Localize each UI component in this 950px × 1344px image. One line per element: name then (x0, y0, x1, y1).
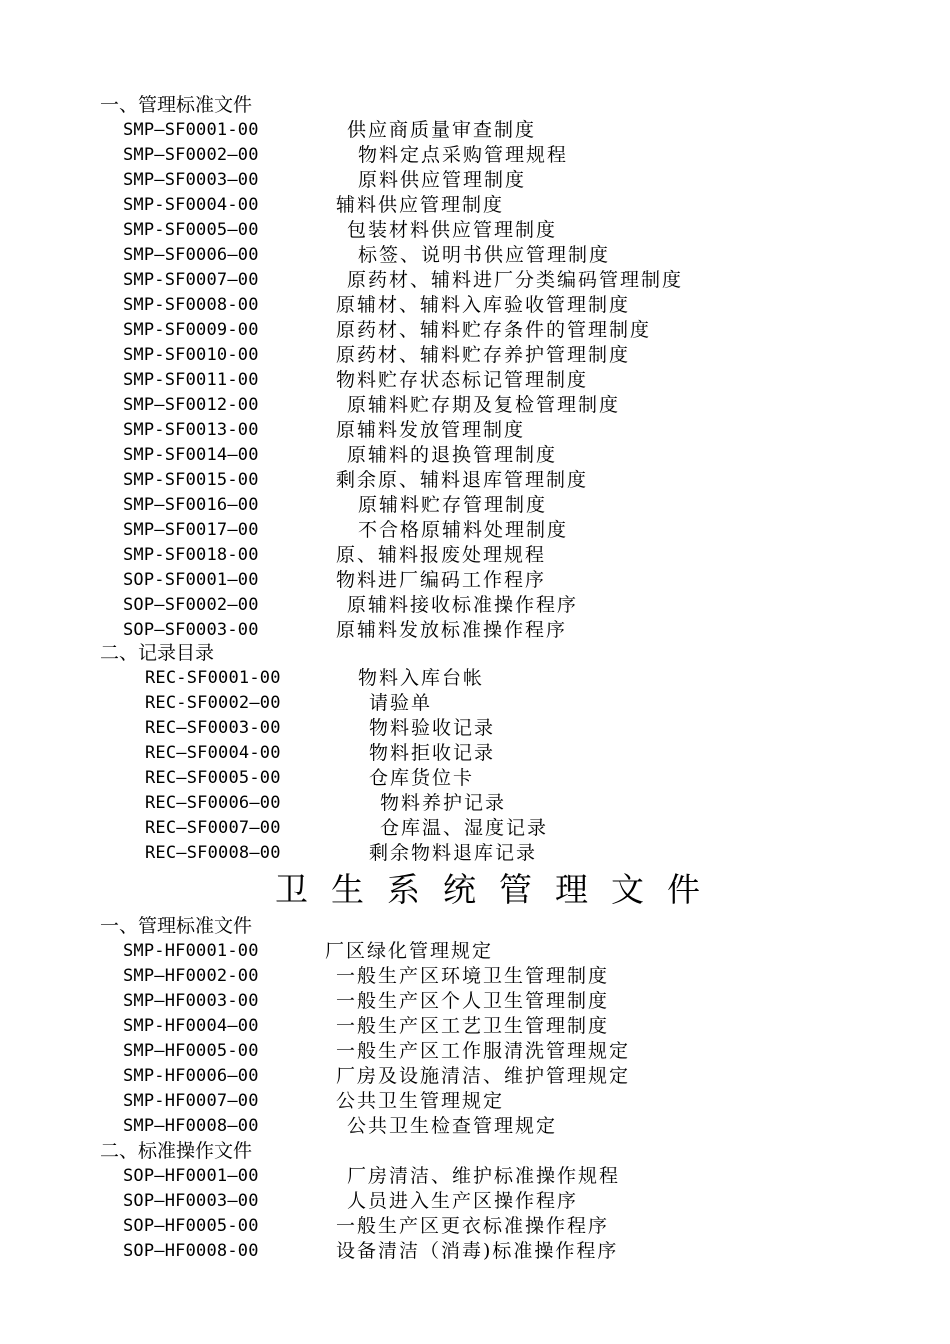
document-title: 物料拒收记录 (369, 742, 496, 764)
document-title: 厂区绿化管理规定 (325, 940, 494, 962)
document-code: SMP—HF0008—00 (123, 1116, 259, 1136)
document-title: 人员进入生产区操作程序 (347, 1190, 579, 1212)
document-title: 原辅料发放标准操作程序 (336, 619, 568, 641)
document-code: SMP-HF0006—00 (123, 1066, 259, 1086)
sf-standard-row (0, 418, 950, 443)
document-title: 厂房及设施清洁、维护管理规定 (336, 1065, 631, 1087)
document-title: 原辅料贮存管理制度 (358, 494, 548, 516)
document-code: REC—SF0006—00 (145, 793, 281, 813)
document-title: 辅料供应管理制度 (336, 194, 505, 216)
document-code: SOP—SF0003-00 (123, 620, 259, 640)
document-title: 物料定点采购管理规程 (358, 144, 569, 166)
document-code: SMP-SF0015-00 (123, 470, 259, 490)
document-code: SMP-SF0004-00 (123, 195, 259, 215)
document-title: 标签、说明书供应管理制度 (358, 244, 611, 266)
section-heading-sf-records: 二、记录目录 (100, 642, 215, 664)
document-code: SMP-SF0018-00 (123, 545, 259, 565)
document-title: 仓库货位卡 (369, 767, 475, 789)
sf-record-row (0, 816, 950, 841)
sf-standard-row (0, 618, 950, 643)
sf-standard-row (0, 568, 950, 593)
hf-op-row (0, 1189, 950, 1214)
document-code: SMP-SF0011-00 (123, 370, 259, 390)
document-title: 一般生产区更衣标准操作程序 (336, 1215, 610, 1237)
sf-record-row (0, 766, 950, 791)
document-code: SOP—SF0002—00 (123, 595, 259, 615)
document-title: 原辅料贮存期及复检管理制度 (347, 394, 621, 416)
document-code: SMP-HF0004—00 (123, 1016, 259, 1036)
hf-standard-row (0, 964, 950, 989)
document-code: SMP—SF0016—00 (123, 495, 259, 515)
document-code: SMP-HF0001-00 (123, 941, 259, 961)
document-code: SMP—SF0003—00 (123, 170, 259, 190)
document-code: SMP—SF0012-00 (123, 395, 259, 415)
document-title: 物料入库台帐 (358, 667, 485, 689)
document-code: SMP—HF0005-00 (123, 1041, 259, 1061)
document-title: 一般生产区工作服清洗管理规定 (336, 1040, 631, 1062)
document-code: SMP-SF0008-00 (123, 295, 259, 315)
document-title: 一般生产区环境卫生管理制度 (336, 965, 610, 987)
sf-standard-row (0, 293, 950, 318)
document-code: SMP—HF0002-00 (123, 966, 259, 986)
document-code: SMP-HF0007—00 (123, 1091, 259, 1111)
sf-record-row (0, 666, 950, 691)
document-code: SMP-SF0005—00 (123, 220, 259, 240)
section-heading-sf-standards: 一、管理标准文件 (100, 94, 253, 116)
hf-standard-row (0, 989, 950, 1014)
hf-standard-row (0, 1089, 950, 1114)
document-title: 原辅料发放管理制度 (336, 419, 526, 441)
document-title: 不合格原辅料处理制度 (358, 519, 569, 541)
document-title: 物料贮存状态标记管理制度 (336, 369, 589, 391)
sf-standard-row (0, 243, 950, 268)
document-title: 请验单 (369, 692, 433, 714)
document-code: SMP—SF0002—00 (123, 145, 259, 165)
document-code: REC—SF0004-00 (145, 743, 281, 763)
document-title: 原药材、辅料贮存条件的管理制度 (336, 319, 652, 341)
document-code: SOP—HF0001—00 (123, 1166, 259, 1186)
sf-standard-row (0, 368, 950, 393)
document-title: 物料养护记录 (380, 792, 507, 814)
sf-standard-row (0, 593, 950, 618)
document-title: 供应商质量审查制度 (347, 119, 537, 141)
document-title: 仓库温、湿度记录 (380, 817, 549, 839)
section-heading-hf-ops: 二、标准操作文件 (100, 1140, 253, 1162)
sf-standard-row (0, 493, 950, 518)
document-code: REC—SF0008—00 (145, 843, 281, 863)
sf-standard-row (0, 443, 950, 468)
sf-standard-row (0, 168, 950, 193)
document-code: SMP-SF0010-00 (123, 345, 259, 365)
hf-standard-row (0, 1064, 950, 1089)
document-code: REC-SF0001-00 (145, 668, 281, 688)
hf-standard-row (0, 1114, 950, 1139)
document-code: SOP—HF0005-00 (123, 1216, 259, 1236)
document-code: SMP—SF0001-00 (123, 120, 259, 140)
hf-standard-row (0, 1014, 950, 1039)
document-title: 设备清洁（消毒)标准操作程序 (336, 1240, 619, 1262)
sf-standard-row (0, 193, 950, 218)
document-code: REC—SF0005-00 (145, 768, 281, 788)
document-title: 原辅料的退换管理制度 (347, 444, 558, 466)
document-code: REC-SF0002—00 (145, 693, 281, 713)
document-title: 物料验收记录 (369, 717, 496, 739)
sf-standard-row (0, 343, 950, 368)
document-title: 原、辅料报废处理规程 (336, 544, 547, 566)
document-code: SMP-SF0014—00 (123, 445, 259, 465)
document-title: 原药材、辅料贮存养护管理制度 (336, 344, 631, 366)
sf-record-row (0, 716, 950, 741)
document-title: 包装材料供应管理制度 (347, 219, 558, 241)
hygiene-system-title: 卫生系统管理文件 (275, 870, 723, 909)
document-title: 原药材、辅料进厂分类编码管理制度 (347, 269, 684, 291)
document-code: SMP-SF0009-00 (123, 320, 259, 340)
hf-op-row (0, 1239, 950, 1264)
hf-standard-row (0, 939, 950, 964)
document-code: SOP—HF0003—00 (123, 1191, 259, 1211)
document-title: 原料供应管理制度 (358, 169, 527, 191)
document-title: 公共卫生管理规定 (336, 1090, 505, 1112)
document-title: 剩余原、辅料退库管理制度 (336, 469, 589, 491)
sf-record-row (0, 691, 950, 716)
document-code: SMP—HF0003-00 (123, 991, 259, 1011)
document-code: SOP—HF0008-00 (123, 1241, 259, 1261)
document-title: 剩余物料退库记录 (369, 842, 538, 864)
sf-standard-row (0, 218, 950, 243)
hf-op-row (0, 1214, 950, 1239)
document-code: SMP—SF0017—00 (123, 520, 259, 540)
sf-standard-row (0, 118, 950, 143)
sf-standard-row (0, 318, 950, 343)
document-code: SMP-SF0013-00 (123, 420, 259, 440)
document-code: SMP—SF0006—00 (123, 245, 259, 265)
sf-standard-row (0, 468, 950, 493)
hf-op-row (0, 1164, 950, 1189)
document-code: SMP-SF0007—00 (123, 270, 259, 290)
document-title: 厂房清洁、维护标准操作规程 (347, 1165, 621, 1187)
sf-standard-row (0, 268, 950, 293)
document-title: 物料进厂编码工作程序 (336, 569, 547, 591)
document-title: 原辅材、辅料入库验收管理制度 (336, 294, 631, 316)
document-title: 公共卫生检查管理规定 (347, 1115, 558, 1137)
document-code: SOP-SF0001—00 (123, 570, 259, 590)
document-title: 原辅料接收标准操作程序 (347, 594, 579, 616)
sf-standard-row (0, 518, 950, 543)
sf-standard-row (0, 143, 950, 168)
sf-standard-row (0, 393, 950, 418)
document-title: 一般生产区工艺卫生管理制度 (336, 1015, 610, 1037)
document-code: REC—SF0007—00 (145, 818, 281, 838)
document-title: 一般生产区个人卫生管理制度 (336, 990, 610, 1012)
document-code: REC—SF0003-00 (145, 718, 281, 738)
sf-record-row (0, 841, 950, 866)
sf-record-row (0, 741, 950, 766)
sf-record-row (0, 791, 950, 816)
sf-standard-row (0, 543, 950, 568)
hf-standard-row (0, 1039, 950, 1064)
section-heading-hf-standards: 一、管理标准文件 (100, 915, 253, 937)
